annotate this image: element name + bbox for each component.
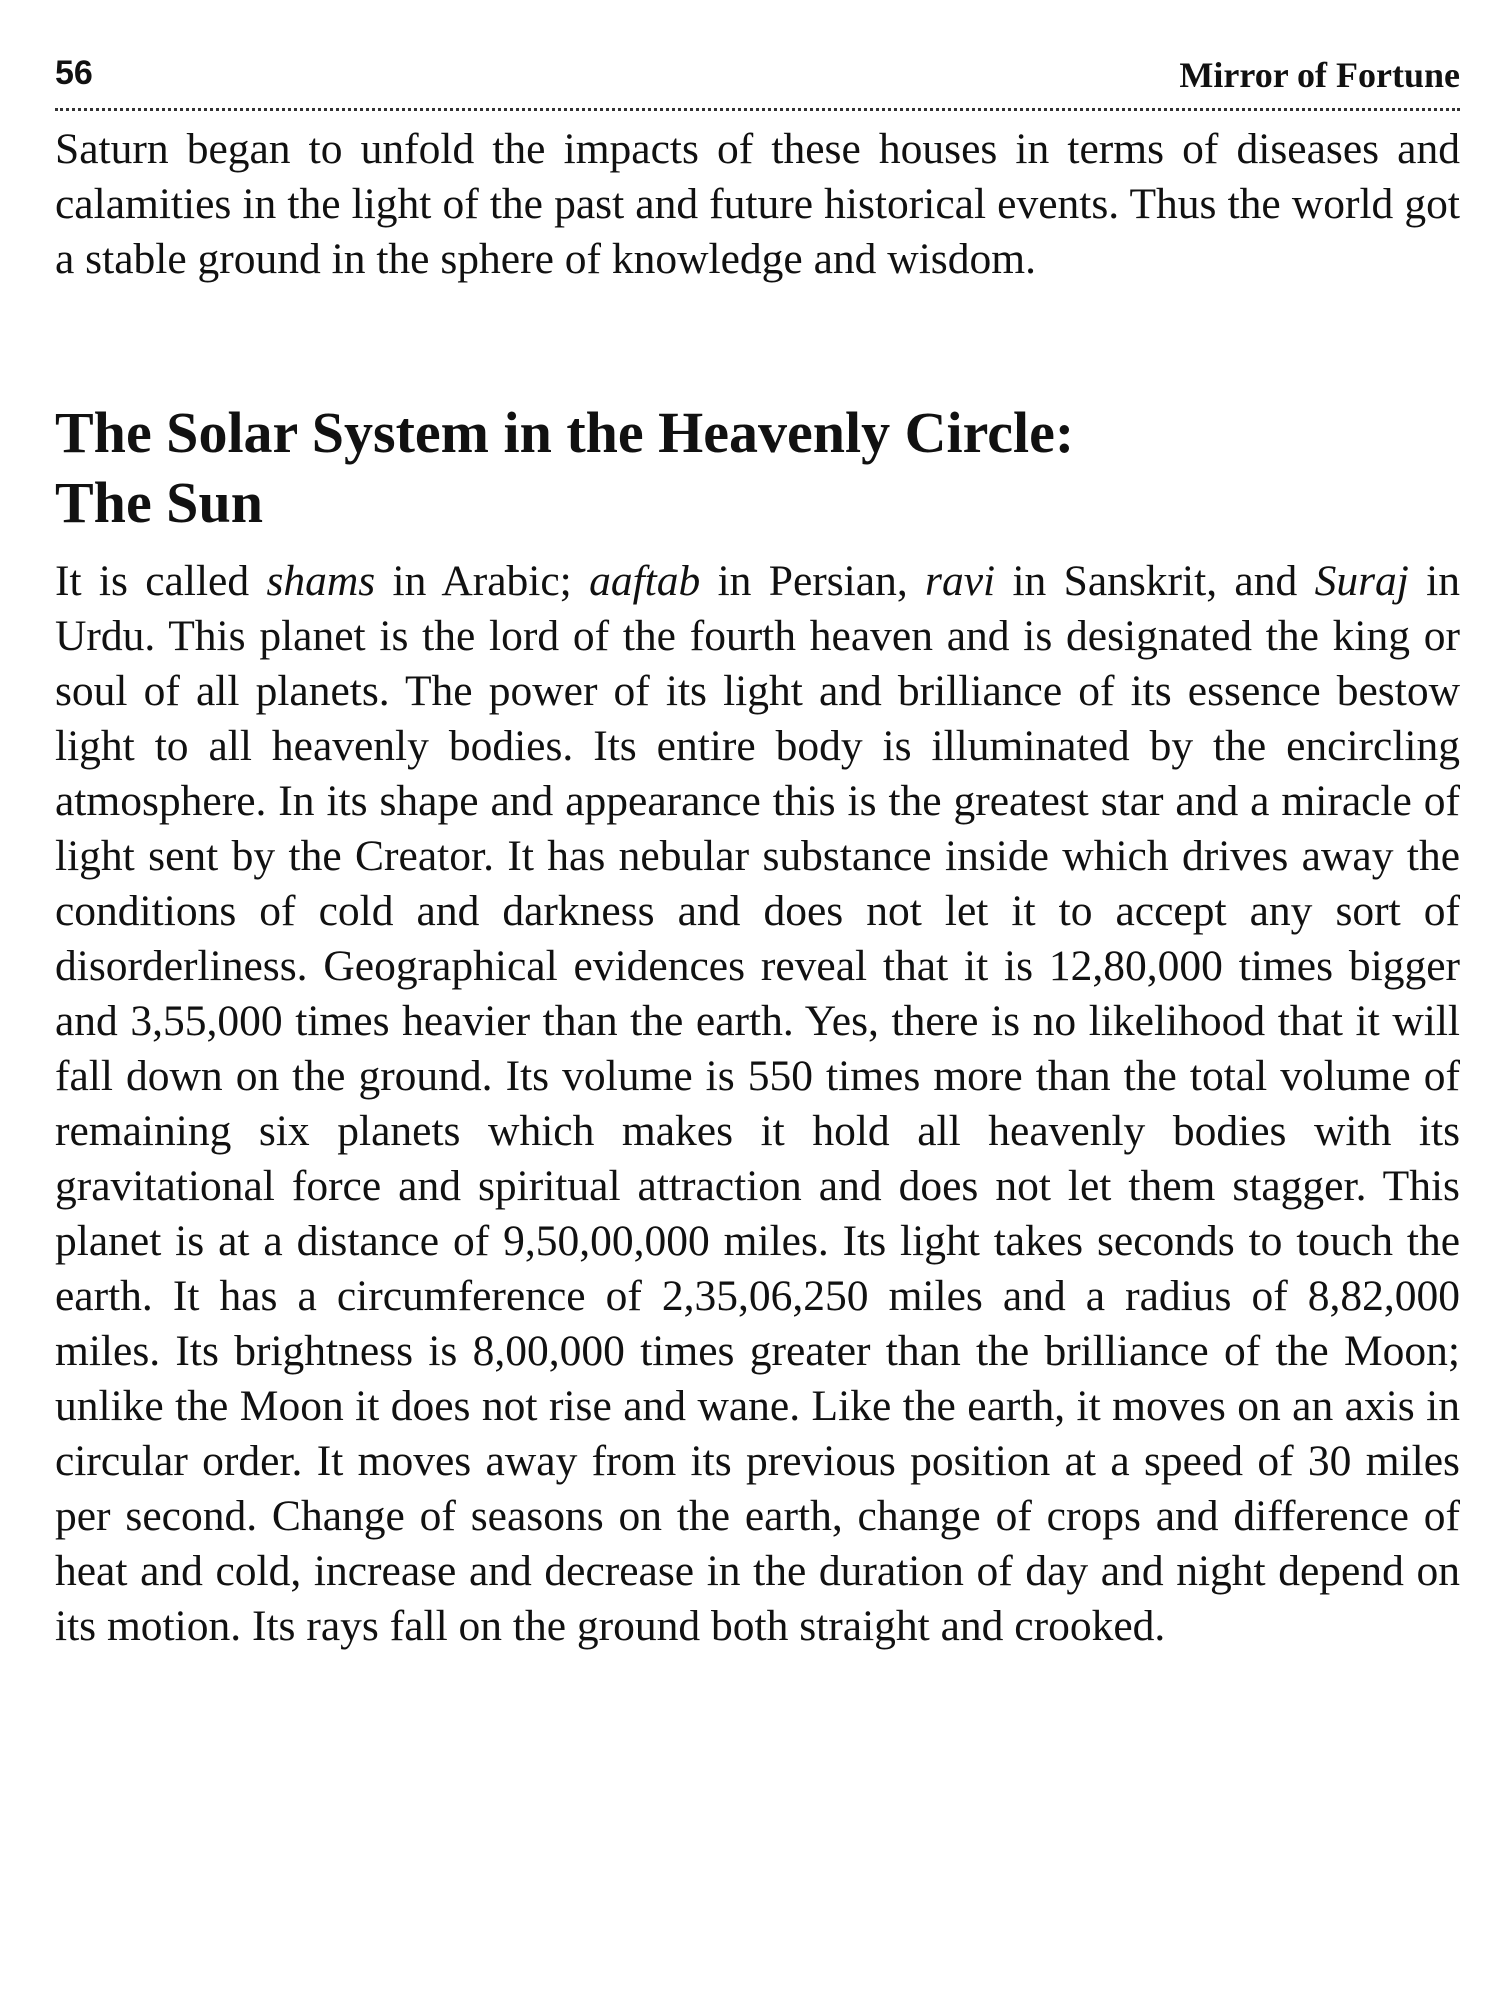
term-shams: shams — [266, 557, 376, 605]
paragraph-saturn: Saturn began to unfold the impacts of these houses in terms of diseases and calamities in the light of the past and future historical events. Thus the world got a stable ground in the sphere of knowledge and wisdom. — [55, 125, 1460, 283]
term-ravi: ravi — [925, 557, 996, 605]
section-heading — [55, 398, 1460, 538]
text-run: It is called — [55, 557, 267, 605]
term-suraj: Suraj — [1314, 557, 1409, 605]
text-run: in Urdu. This planet is the lord of the fourth heaven and is designated the king or soul of all planets. The power of its light and brilliance of its essence bestow light to all heavenly bodies. Its entire body is illuminated by the encircling atmosphere. In its shape and appearance this is the greatest star and a miracle of light sent by the Creator. It has nebular substance inside which drives away the conditions of cold and darkness and does not let it to accept any sort of disorderliness. Geographical evidences reveal that it is 12,80,000 times bigger and 3,55,000 times heavier than the earth. Yes, there is no likelihood that it will fall down on the ground. Its volume is 550 times more than the total volume of remaining six planets which makes it hold all heavenly bodies with its gravitational force and spiritual attraction and does not let them stagger. This planet is at a distance of 9,50,00,000 miles. Its light takes seconds to touch the earth. It has a circumference of 2,35,06,250 miles and a radius of 8,82,000 miles. Its brightness is 8,00,000 times greater than the brilliance of the Moon; unlike the Moon it does not rise and wane. Like the earth, it moves on an axis in circular order. It moves away from its previous position at a speed of 30 miles per second. Change of seasons on the earth, change of crops and difference of heat and cold, increase and decrease in the duration of day and night depend on its motion. Its rays fall on the ground both straight and crooked. — [55, 557, 1460, 1650]
heading-line-1: The Solar System in the Heavenly Circle: — [55, 400, 1075, 465]
dotted-rule — [55, 108, 1460, 111]
text-run: in Persian, — [700, 557, 926, 605]
running-title: Mirror of Fortune — [1179, 55, 1460, 95]
heading-line-2: The Sun — [55, 470, 263, 535]
paragraph-sun — [55, 554, 1460, 1654]
page-number: 56 — [55, 54, 93, 92]
running-head — [55, 50, 1460, 100]
term-aaftab: aaftab — [589, 557, 701, 605]
text-run: in Arabic; — [375, 557, 590, 605]
text-run: in Sanskrit, and — [995, 557, 1315, 605]
